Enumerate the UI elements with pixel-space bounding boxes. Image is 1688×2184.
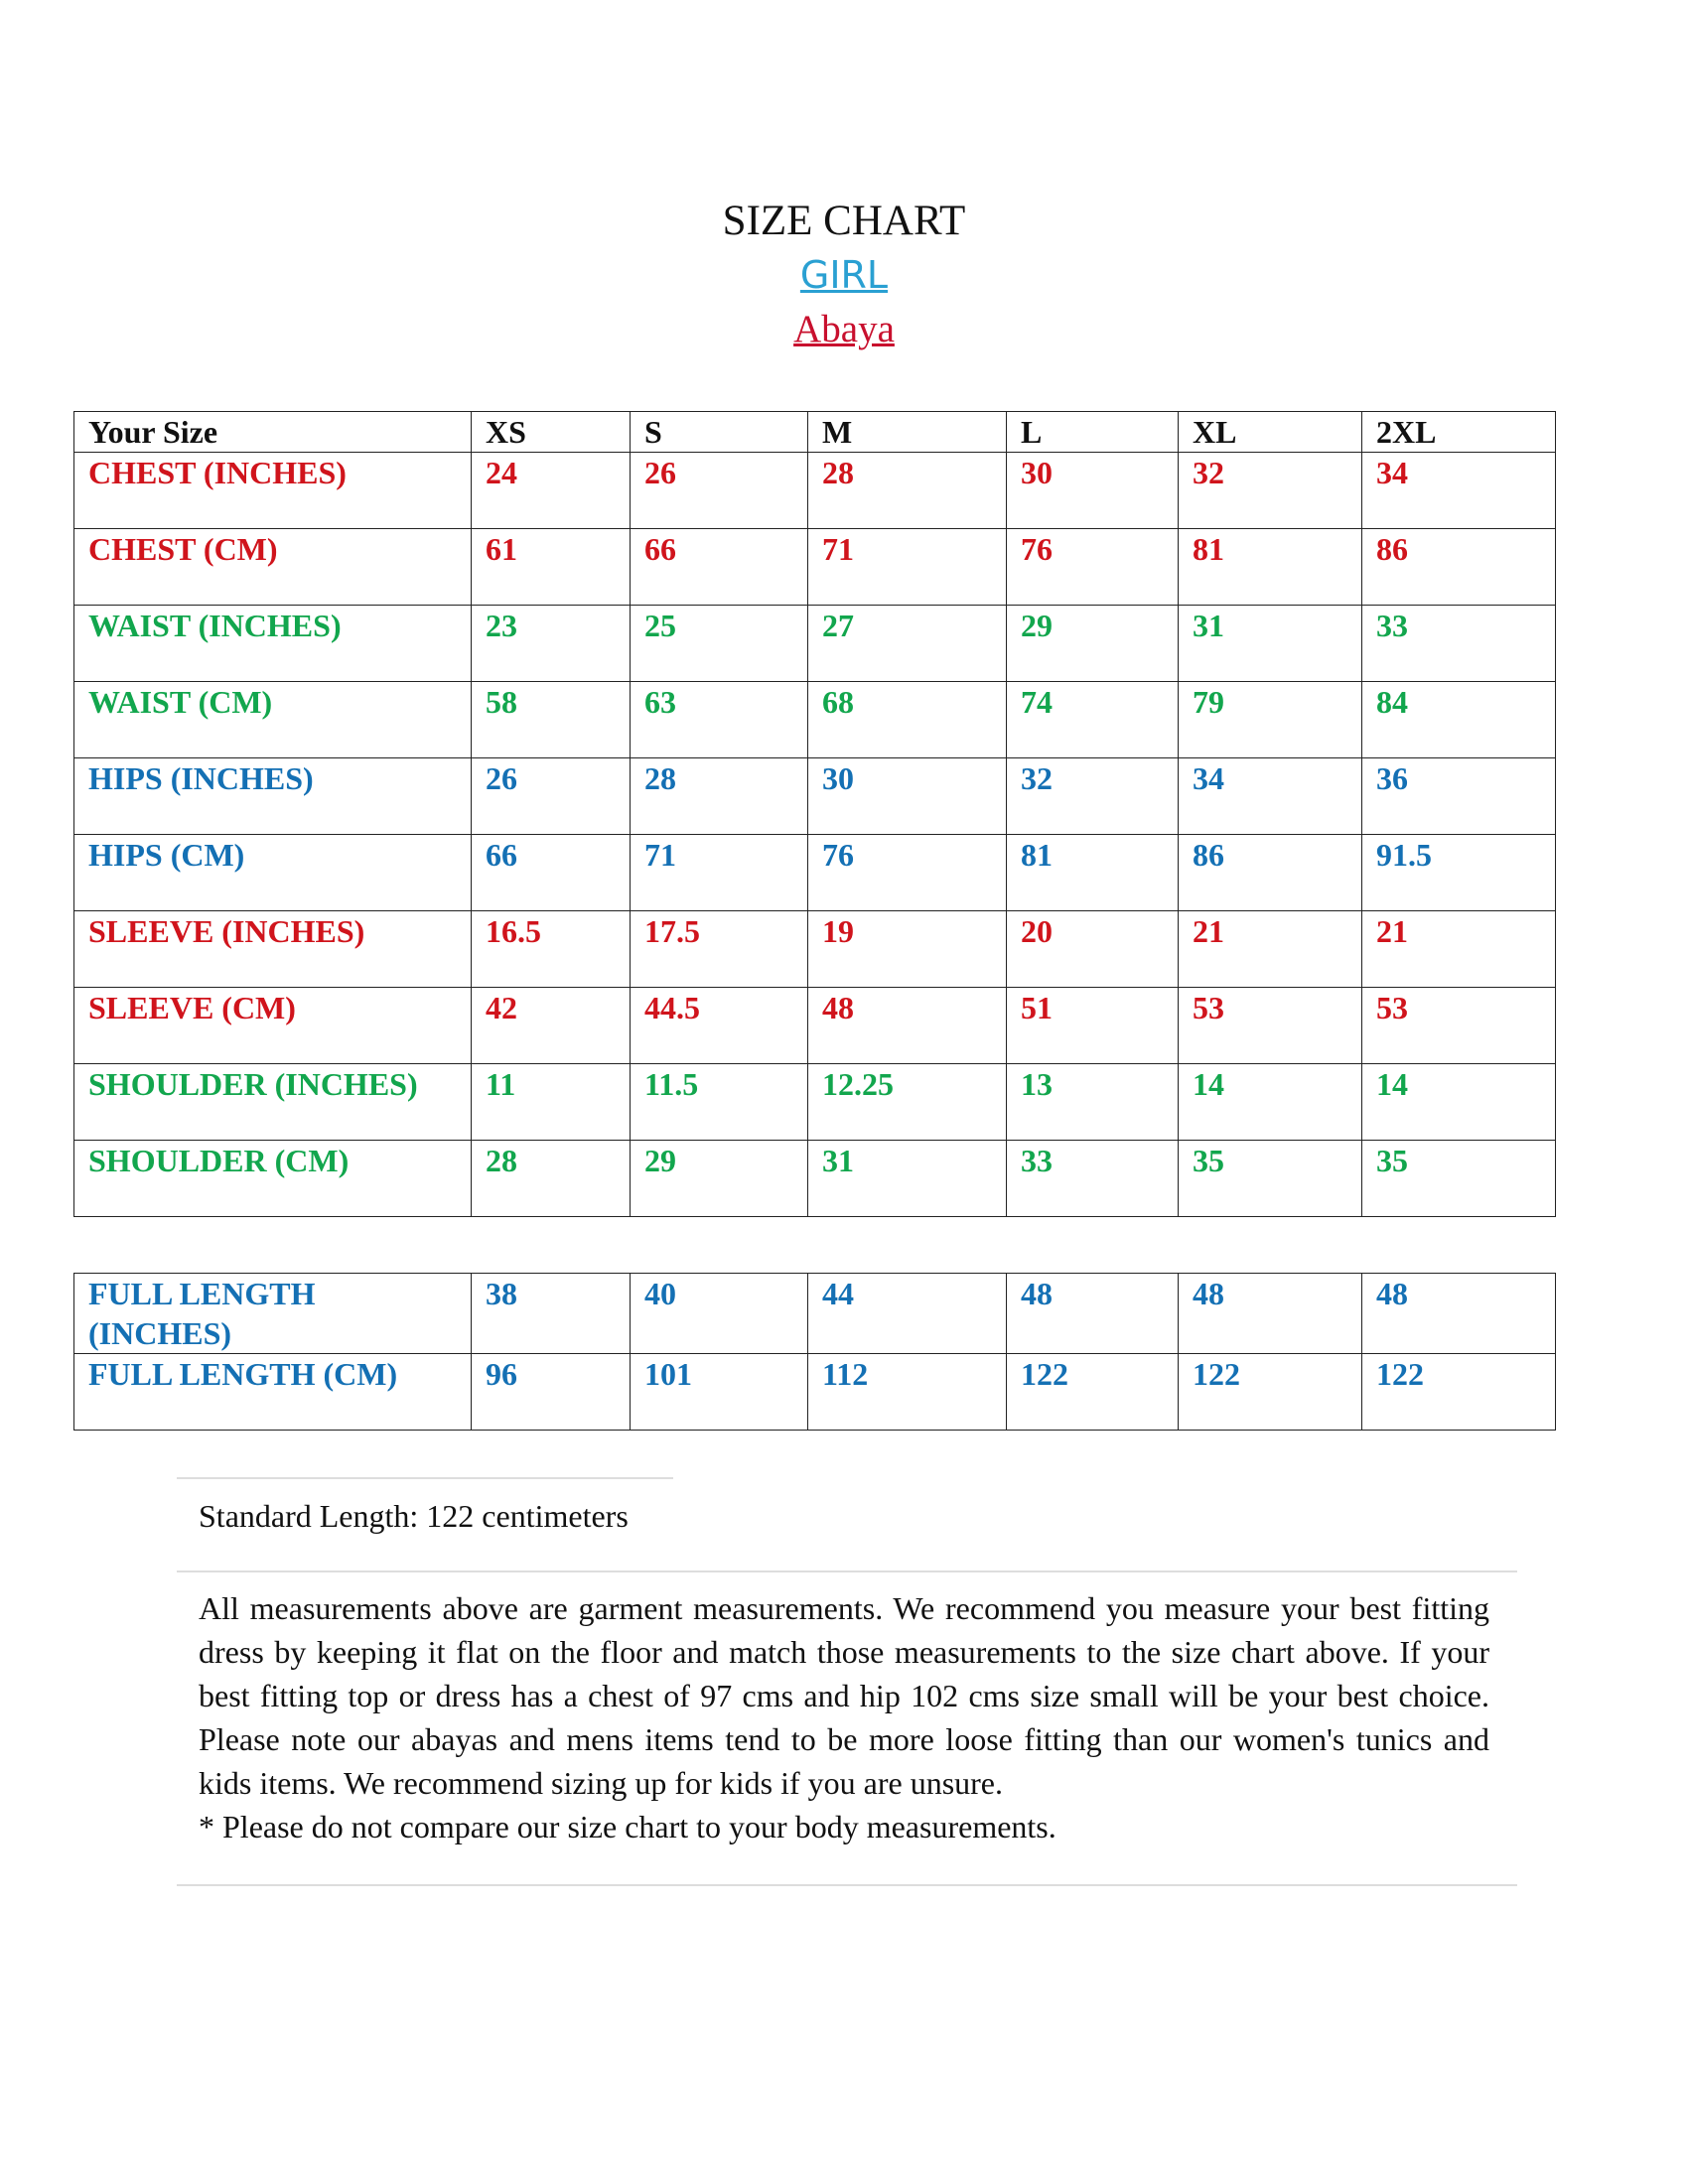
measurement-value: 51 (1007, 988, 1179, 1064)
measurement-label: SHOULDER (INCHES) (74, 1064, 472, 1141)
measurement-value: 63 (631, 682, 808, 758)
measurement-value: 11.5 (631, 1064, 808, 1141)
measurement-value: 28 (472, 1141, 631, 1217)
size-header-cell: M (808, 412, 1007, 453)
measurement-value: 76 (1007, 529, 1179, 606)
measurement-value: 31 (808, 1141, 1007, 1217)
measurement-value: 14 (1362, 1064, 1556, 1141)
table-row (74, 1274, 1556, 1354)
table-row (74, 1064, 1556, 1141)
measurement-label: HIPS (INCHES) (74, 758, 472, 835)
measurement-value: 33 (1007, 1141, 1179, 1217)
measurement-value: 48 (1179, 1274, 1362, 1354)
measurement-value: 61 (472, 529, 631, 606)
measurement-value: 26 (472, 758, 631, 835)
measurement-value: 30 (808, 758, 1007, 835)
measurement-value: 35 (1179, 1141, 1362, 1217)
measurement-value: 19 (808, 911, 1007, 988)
measurement-label: SLEEVE (INCHES) (74, 911, 472, 988)
size-header-cell: 2XL (1362, 412, 1556, 453)
measurement-value: 122 (1007, 1354, 1179, 1431)
table-row (74, 1141, 1556, 1217)
measurement-value: 101 (631, 1354, 808, 1431)
size-header-cell: S (631, 412, 808, 453)
measurement-value: 122 (1362, 1354, 1556, 1431)
measurement-value: 32 (1007, 758, 1179, 835)
measurement-value: 34 (1179, 758, 1362, 835)
measurement-notes (199, 1586, 1489, 1848)
measurement-value: 53 (1179, 988, 1362, 1064)
notes-paragraph: All measurements above are garment measurements. We recommend you measure your best fitting dress by keeping it flat on the floor and match those measurements to the size chart above. If your best fitting top or dress has a chest of 97 cms and hip 102 cms size small will be your best choice. Please note our abayas and mens items tend to be more loose fitting than our women's tunics and kids items. We recommend sizing up for kids if you are unsure. (199, 1590, 1489, 1801)
measurement-value: 76 (808, 835, 1007, 911)
table-row (74, 835, 1556, 911)
measurement-value: 48 (1007, 1274, 1179, 1354)
measurement-label: WAIST (CM) (74, 682, 472, 758)
size-table (73, 411, 1556, 1217)
measurement-value: 81 (1007, 835, 1179, 911)
measurement-label: CHEST (CM) (74, 529, 472, 606)
divider (177, 1477, 673, 1479)
measurement-value: 68 (808, 682, 1007, 758)
measurement-value: 28 (631, 758, 808, 835)
measurement-value: 86 (1362, 529, 1556, 606)
measurement-value: 71 (808, 529, 1007, 606)
measurement-label: CHEST (INCHES) (74, 453, 472, 529)
table-row (74, 758, 1556, 835)
measurement-value: 24 (472, 453, 631, 529)
size-header-cell: XL (1179, 412, 1362, 453)
measurement-value: 44.5 (631, 988, 808, 1064)
measurement-value: 29 (1007, 606, 1179, 682)
table-row (74, 1354, 1556, 1431)
measurement-value: 28 (808, 453, 1007, 529)
measurement-value: 44 (808, 1274, 1007, 1354)
notes-disclaimer: * Please do not compare our size chart to your body measurements. (199, 1809, 1056, 1844)
measurement-value: 122 (1179, 1354, 1362, 1431)
measurement-value: 33 (1362, 606, 1556, 682)
measurement-value: 84 (1362, 682, 1556, 758)
measurement-label: SLEEVE (CM) (74, 988, 472, 1064)
length-table (73, 1273, 1556, 1431)
table-row (74, 682, 1556, 758)
measurement-value: 38 (472, 1274, 631, 1354)
table-row (74, 606, 1556, 682)
measurement-value: 16.5 (472, 911, 631, 988)
measurement-value: 30 (1007, 453, 1179, 529)
measurement-label: WAIST (INCHES) (74, 606, 472, 682)
measurement-value: 26 (631, 453, 808, 529)
category-link[interactable]: GIRL (799, 253, 889, 297)
divider (177, 1884, 1517, 1886)
size-header-cell: XS (472, 412, 631, 453)
measurement-value: 34 (1362, 453, 1556, 529)
measurement-value: 32 (1179, 453, 1362, 529)
measurement-value: 48 (808, 988, 1007, 1064)
measurement-value: 25 (631, 606, 808, 682)
divider (177, 1570, 1517, 1572)
measurement-value: 40 (631, 1274, 808, 1354)
measurement-label: FULL LENGTH (CM) (74, 1354, 472, 1431)
measurement-label: HIPS (CM) (74, 835, 472, 911)
measurement-value: 79 (1179, 682, 1362, 758)
table-row (74, 453, 1556, 529)
measurement-label: SHOULDER (CM) (74, 1141, 472, 1217)
measurement-value: 36 (1362, 758, 1556, 835)
measurement-value: 96 (472, 1354, 631, 1431)
size-header-cell: L (1007, 412, 1179, 453)
measurement-value: 29 (631, 1141, 808, 1217)
table-row (74, 529, 1556, 606)
measurement-value: 48 (1362, 1274, 1556, 1354)
measurement-value: 14 (1179, 1064, 1362, 1141)
standard-length: Standard Length: 122 centimeters (199, 1498, 629, 1534)
header-label-cell: Your Size (74, 412, 472, 453)
measurement-value: 27 (808, 606, 1007, 682)
measurement-value: 74 (1007, 682, 1179, 758)
measurement-value: 21 (1362, 911, 1556, 988)
measurement-value: 35 (1362, 1141, 1556, 1217)
measurement-value: 31 (1179, 606, 1362, 682)
measurement-value: 13 (1007, 1064, 1179, 1141)
measurement-value: 42 (472, 988, 631, 1064)
measurement-value: 17.5 (631, 911, 808, 988)
measurement-value: 58 (472, 682, 631, 758)
measurement-value: 53 (1362, 988, 1556, 1064)
measurement-value: 12.25 (808, 1064, 1007, 1141)
measurement-value: 66 (472, 835, 631, 911)
measurement-value: 91.5 (1362, 835, 1556, 911)
measurement-value: 21 (1179, 911, 1362, 988)
measurement-value: 66 (631, 529, 808, 606)
measurement-value: 86 (1179, 835, 1362, 911)
measurement-value: 20 (1007, 911, 1179, 988)
table-row (74, 988, 1556, 1064)
header-row (74, 412, 1556, 453)
measurement-label: FULL LENGTH (INCHES) (74, 1274, 472, 1354)
measurement-value: 81 (1179, 529, 1362, 606)
product-link[interactable]: Abaya (793, 308, 895, 350)
measurement-value: 112 (808, 1354, 1007, 1431)
measurement-value: 11 (472, 1064, 631, 1141)
measurement-value: 23 (472, 606, 631, 682)
table-row (74, 911, 1556, 988)
measurement-value: 71 (631, 835, 808, 911)
page-title: SIZE CHART (722, 198, 966, 244)
